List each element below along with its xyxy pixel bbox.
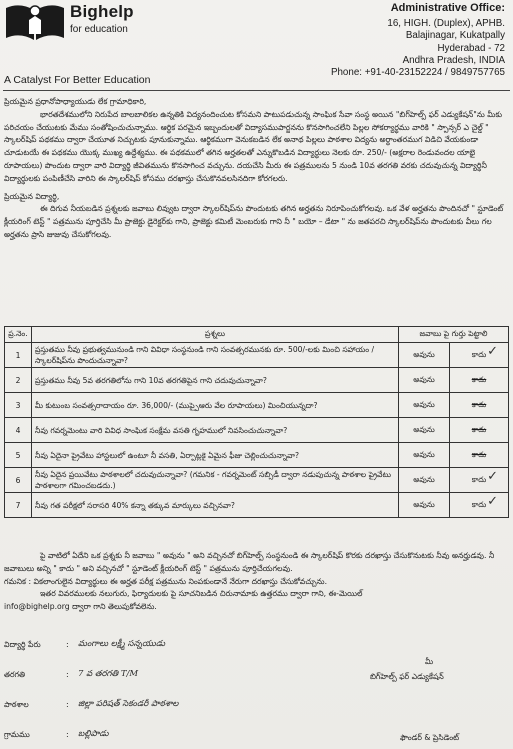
field-label-school: పాఠశాల (4, 700, 29, 709)
answer-no: కాదు (471, 499, 487, 509)
question-number: 6 (5, 468, 32, 493)
student-salutation: ప్రియమైన విద్యార్థి, (4, 191, 60, 201)
phone-line: Phone: +91-40-23152224 / 9849757765 (330, 67, 505, 79)
address-line: Hyderabad - 72 (437, 42, 505, 54)
table-row (5, 393, 509, 418)
signature-org: బిగ్‌హెల్ప్ ఫర్ ఎడ్యుకేషన్ (370, 672, 444, 681)
table-row (5, 443, 509, 468)
answer-yes[interactable]: అవును (399, 393, 450, 418)
tick-mark-icon: ✓ (487, 494, 498, 509)
answer-yes[interactable]: అవును (399, 418, 450, 443)
answer-yes[interactable]: అవును (399, 443, 450, 468)
paragraph-eligibility: పై వాటిలో ఏదేని ఒక ప్రశ్నకు నీ జవాబు " అవును " అని వచ్చినచో బిగ్‌హెల్ప్ సంస్థనుండి ఈ స్కాలర్‌షిప్ కొరకు దరఖాస్తు చేసుకొనుటకు నీవు అనర్హుడవు. నీ జవాబులు అన్ని " కాదు " అని వచ్చినచో " స్టూడెంట్ క్లీయరింగ్ టెస్ట్ " పత్రమును పూర్తిచేయగలవు. (4, 551, 495, 573)
eligibility-table (4, 326, 509, 518)
answer-no-cell[interactable] (450, 368, 509, 393)
field-label-student-name: విద్యార్థి పేరు (4, 640, 41, 649)
field-value-student-name[interactable]: మంగాలు లక్ష్మీ సన్నయుడు (78, 639, 166, 649)
question-number: 5 (5, 443, 32, 468)
question-text: నీవు గవర్నమెంటు వారి వివిధ సాంఘిక సంక్షేమ వసతి గృహములో నివసించుచున్నావా? (32, 418, 399, 443)
question-text: నీవు ఏదైనా ప్రైవేటు హాస్టలులో ఉంటూ నీ వసతి, ఏర్పాట్లకై ఏమైన ఫీజు చెల్లించుచున్నావా? (32, 443, 399, 468)
answer-no-cell[interactable] (450, 393, 509, 418)
question-text: ప్రస్తుతము నీవు 5వ తరగతిలోను గాని 10వ తరగతిపైన గాని చదువుచున్నావా? (32, 368, 399, 393)
answer-no: కాదు (471, 349, 487, 359)
field-value-class[interactable]: 7 వ తరగతి T/M (78, 669, 139, 679)
letter-body (4, 96, 508, 242)
address-line: 16, HIGH. (Duplex), APHB. (387, 18, 505, 30)
brand-name: Bighelp (70, 2, 134, 21)
field-label-class: తరగతి (4, 670, 26, 679)
paragraph-instructions: ఈ దిగువ నీయబడిన ప్రశ్నలకు జవాబు లివ్వుట ద్వారా స్కాలర్‌షిప్‌ను పొందుటకు తగిన అర్హతను నిరూపించుకోగలవు. ఒక వేళ అర్హతను పొందినచో " స్టూడెంట్ క్లీయరింగ్ టెస్ట్ " పత్రమును పూర్తిచేసి మీ ప్రాజెక్టు డైరెక్టర్‌కు గాని, ప్రాజెక్టు కమిటీ మెంబరుకు గాని నీ " బయో – డేటా " ను జతపరచి స్కాలర్‌షిప్‌ను పొందుటకు వీలు గల అర్హతను ప్రాసి జుజువు చేసుకోగలవు. (4, 204, 504, 239)
answer-yes[interactable]: అవును (399, 468, 450, 493)
question-text: నీవు గత పరీక్షలో సరాసరి 40% కన్నా తక్కువ మార్కులు వచ్చినవా? (32, 493, 399, 518)
field-value-village[interactable]: బల్లిపాడు (78, 729, 109, 739)
answer-no: కాదు (471, 474, 487, 484)
question-number: 4 (5, 418, 32, 443)
closing-notes (4, 550, 508, 614)
question-number: 1 (5, 343, 32, 368)
answer-no: కాదు (471, 424, 487, 434)
answer-no-cell[interactable] (450, 468, 509, 493)
question-text: ప్రస్తుతము నీవు ప్రభుత్వమునుండి గాని వివిధా సంస్థనుండి గాని సంవత్సరమునకు రూ. 500/-లకు మించి సహాయం / స్కాలర్‌షిప్‌ను పొందుచున్నావా? (32, 343, 399, 368)
tagline: A Catalyst For Better Education (4, 74, 151, 86)
answer-yes[interactable]: అవును (399, 368, 450, 393)
question-text: మీ కుటుంబ సంవత్సరాదాయం రూ. 36,000/- (ముప్పైఆరు వేల రూపాయలు) మించియున్నదా? (32, 393, 399, 418)
paragraph-note: గమనిక : వికలాంగులైన విద్యార్థులు ఈ అర్హత పరీక్ష పత్రమును నింపకుండానే నేరుగా దరఖాస్తు చేసుకోవచ్చును. (4, 576, 328, 586)
table-row (5, 368, 509, 393)
bighelp-logo-icon (4, 2, 66, 42)
answer-no: కాదు (471, 374, 487, 384)
answer-yes[interactable]: అవును (399, 343, 450, 368)
field-value-school[interactable]: జిల్లా పరిషత్ సెకండరీ పాఠశాల (78, 699, 179, 709)
question-number: 7 (5, 493, 32, 518)
header-divider (3, 90, 510, 91)
brand-subtitle: for education (70, 24, 128, 35)
answer-no-cell[interactable] (450, 418, 509, 443)
tick-mark-icon: ✓ (487, 469, 498, 484)
answer-yes[interactable]: అవును (399, 493, 450, 518)
paragraph-email: info@bighelp.org ద్వారా గాని తెలుపుకోవలెను. (4, 602, 157, 612)
table-row (5, 468, 509, 493)
table-row (5, 493, 509, 518)
salutation: ప్రియమైన ప్రధానోపాధ్యాయుడు లేక గ్రామాధికారి, (4, 97, 147, 106)
answer-no-cell[interactable] (450, 493, 509, 518)
table-row (5, 418, 509, 443)
answer-no: కాదు (471, 399, 487, 409)
answer-no: కాదు (471, 449, 487, 459)
paragraph-intro: భారతదేశములోని నిరుపేద బాలబాలికల ఉన్నతికి విద్యనందించుట కోసమని పాటుపడుచున్న సాంఘిక సేవా సంస్థ అయిన "బిగ్‌హెల్ప్ ఫర్ ఎడ్యుకేషన్"ను మీకు పరిచయం చేయుటకు మేము సంతోషించుచున్నాము. ఆర్థిక పరమైన ఇబ్బందులతో విద్యాసముపార్జనను కొనసాగించలేని పిల్లల సోకర్యార్థము వారికి " స్పాన్సర్ ఎ చైల్డ్ " స్కాలర్‌షిప్ పథకము ద్వారా చేయూత నిచ్చుటకు పూనుకున్నాము. ఆర్థికముగా వెనుకబడిన లేక అనాథ పిల్లలు పాఠశాల విద్యను అర్థాంతరముగ విడిచి వేయకుండా చూడుటయే ఈ పథకము యొక్క ముఖ్య ఉద్దేశ్యము. ఈ పథకములో తగిన అర్హతలతో ఎన్నుకొబడిన విద్యార్థులు నెలకు రూ. 250/- (అక్షరాల రెండువందల యాభై రూపాయలు) పొందుట ద్వారా వారి విద్యార్థి జీవితమును కొనసాగించ వచ్చును. దయచేసి మీరు ఈ పత్రములను 5 నుండి 10వ తరగతి వరకు చదువుచున్న విద్యార్థినీ విద్యార్థులకు పంపిణీచేసి వారిని ఈ స్కాలర్‌షిప్ కోసము దరఖాస్తు చేసుకొనవలసినదిగా కోరగలరు. (4, 109, 503, 183)
address-line: Balajinagar, Kukatpally (405, 30, 505, 42)
paragraph-contact: ఇతర వివరములకు నలుగురు, ఫిర్యాదులకు పై సూచనిబడిన చిరునామాకు ఉత్తరము ద్వారా గాని, ఈ-మెయిల్ (40, 589, 363, 599)
signature-title: ఫౌండర్ & ప్రెసిడెంట్ (400, 733, 460, 742)
answer-no-cell[interactable] (450, 343, 509, 368)
field-label-village: గ్రామము (4, 730, 30, 739)
office-title: Administrative Office: (390, 2, 505, 14)
office-address (305, 2, 505, 79)
question-number: 2 (5, 368, 32, 393)
col-header-answer: జవాబు పై గుర్తు పెట్టాలి (399, 327, 509, 343)
answer-no-cell[interactable] (450, 443, 509, 468)
table-row (5, 343, 509, 368)
question-number: 3 (5, 393, 32, 418)
signature-yours: మీ (425, 657, 434, 666)
col-header-questions: ప్రశ్నలు (32, 327, 399, 343)
document-page: Bighelp for education A Catalyst For Better Education Administrative Office: 16, HIGH. (Duplex), APHB. Balajinagar, Kukatpally Hyderabad - 72 Andhra Pradesh, INDIA Phone: +91-40-23152224 / 9849757765 ప్రియమైన ప్రధానోపాధ్యాయుడు లేక గ్రామాధికారి, భారతదేశములోని నిరుపేద బాలబాలికల ఉన్నతికి విద్యనందించుట కోసమని పాటుపడుచున్న సాంఘిక సేవా సంస్థ అయిన "బిగ్‌హెల్ప్ ఫర్ ఎడ్యుకేషన్"ను మీకు పరిచయం చేయుటకు మేము సంతోషించుచున్నాము. ఆర్థిక పరమైన ఇబ్బందులతో విద్యాసముపార్జనను కొనసాగించలేని పిల్లల సోకర్యార్థము వారికి " స్పాన్సర్ ఎ చైల్డ్ " స్కాలర్‌షిప్ పథకము ద్వారా చేయూత నిచ్చుటకు పూనుకున్నాము. ఆర్థికముగా వెనుకబడిన లేక అనాథ పిల్లలు పాఠశాల విద్యను అర్థాంతరముగ విడిచి వేయకుండా చూడుటయే ఈ పథకము యొక్క ముఖ్య ఉద్దేశ్యము. ఈ పథకములో తగిన అర్హతలతో ఎన్నుకొబడిన విద్యార్థులు నెలకు రూ. 250/- (అక్షరాల రెండువందల యాభై రూపాయలు) పొందుట ద్వారా వారి విద్యార్థి జీవితమును కొనసాగించ వచ్చును. దయచేసి మీరు ఈ పత్రములను 5 నుండి 10వ తరగతి వరకు చదువుచున్న విద్యార్థినీ విద్యార్థులకు పంపిణీచేసి వారిని ఈ స్కాలర్‌షిప్ కోసము దరఖాస్తు చేసుకొనవలసినదిగా కోరగలరు. ప్రియమైన విద్యార్థి, ఈ దిగువ నీయబడిన ప్రశ్నలకు జవాబు లివ్వుట ద్వారా స్కాలర్‌షిప్‌ను పొందుటకు తగిన అర్హతను నిరూపించుకోగలవు. ఒక వేళ అర్హతను పొందినచో " స్టూడెంట్ క్లీయరింగ్ టెస్ట్ " పత్రమును పూర్తిచేసి మీ ప్రాజెక్టు డైరెక్టర్‌కు గాని, ప్రాజెక్టు కమిటీ మెంబరుకు గాని నీ " బయో – డేటా " ను జతపరచి స్కాలర్‌షిప్‌ను పొందుటకు వీలు గల అర్హతను ప్రాసి జుజువు చేసుకోగలవు. ప్ర.నెం. ప్రశ్నలు జవాబు పై గుర్తు పెట్టాలి 1 ప్రస్తుతము నీవు ప్రభుత్వమునుండి గాని వివిధా సంస్థనుండి గాని సంవత్సరమునకు రూ. 500/-లకు మించి సహాయం / స్కాలర్‌షిప్‌ను పొందుచున్నావా? అవును కాదు ✓ 2 ప్రస్తుతము నీవు 5వ తరగతిలోను గాని 10వ తరగతిపైన గాని చదువుచున్నావా? అవును కాదు 3 మీ కుటుంబ సంవత్సరాదాయం రూ. 36,000/- (ముప్పైఆరు వేల రూపాయలు) మించియున్నదా? అవును కాదు 4 నీవు గవర్నమెంటు వారి వివిధ సాంఘిక సంక్షేమ వసతి గృహములో నివసించుచున్నావా? అవును కాదు 5 నీవు ఏదైనా ప్రైవేటు హాస్టలులో ఉంటూ నీ వసతి, ఏర్పాట్లకై ఏమైన ఫీజు చెల్లించుచున్నావా? అవును కాదు 6 నీవు ఏదైన ప్రయివేటు పాఠశాలలో చదువుచున్నావా? (గమనిక - గవర్నమెంట్ సబ్సిడీ ద్వారా నడుపుచున్న పాఠశాల ప్రైవేటు పాఠశాలగా గమించబడదు.) అవును కాదు ✓ 7 నీవు గత పరీక్షలో సరాసరి 40% కన్నా తక్కువ మార్కులు వచ్చినవా? అవును కాదు ✓ పై వాటిలో ఏదేని ఒక ప్రశ్నకు నీ జవాబు " అవును " అని వచ్చినచో బిగ్‌హెల్ప్ సంస్థనుండి ఈ స్కాలర్‌షిప్ కొరకు దరఖాస్తు చేసుకొనుటకు నీవు అనర్హుడవు. నీ జవాబులు అన్ని " కాదు " అని వచ్చినచో " స్టూడెంట్ క్లీయరింగ్ టెస్ట్ " పత్రమును పూర్తిచేయగలవు. గమనిక : వికలాంగులైన విద్యార్థులు ఈ అర్హత పరీక్ష పత్రమును నింపకుండానే నేరుగా దరఖాస్తు చేసుకోవచ్చును. ఇతర వివరములకు నలుగురు, ఫిర్యాదులకు పై సూచనిబడిన చిరునామాకు ఉత్తరము ద్వారా గాని, ఈ-మెయిల్ info@bighelp.org ద్వారా గాని తెలుపుకోవలెను. విద్యార్థి పేరు : మంగాలు లక్ష్మీ సన్నయుడు తరగతి : 7 వ తరగతి T/M పాఠశాల : జిల్లా పరిషత్ సెకండరీ పాఠశాల గ్రామము : బల్లిపాడు మీ బిగ్‌హెల్ప్ ఫర్ ఎడ్యుకేషన్ ఫౌండర్ & ప్రెసిడెంట్ (0, 0, 513, 749)
question-text: నీవు ఏదైన ప్రయివేటు పాఠశాలలో చదువుచున్నావా? (గమనిక - గవర్నమెంట్ సబ్సిడీ ద్వారా నడుపుచున్న పాఠశాల ప్రైవేటు పాఠశాలగా గమించబడదు.) (32, 468, 399, 493)
address-line: Andhra Pradesh, INDIA (402, 54, 505, 66)
tick-mark-icon: ✓ (487, 344, 498, 359)
col-header-number: ప్ర.నెం. (5, 327, 32, 343)
